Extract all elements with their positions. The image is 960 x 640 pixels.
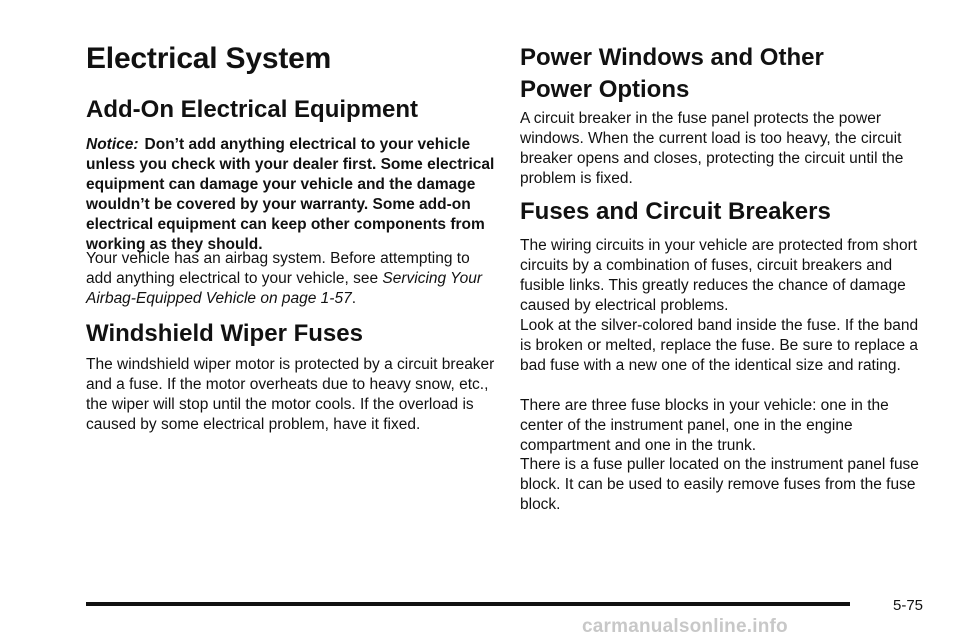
fuses-paragraph-2-block — [520, 316, 930, 376]
fuses-paragraph-4-block — [520, 455, 930, 515]
wiper-section — [86, 318, 496, 350]
fuses-paragraph-3-block — [520, 396, 930, 456]
windows-paragraph-block — [520, 109, 930, 189]
wiper-heading: Windshield Wiper Fuses — [86, 320, 363, 347]
notice-text: Don’t add anything electrical to your vehicle unless you check with your dealer first. Some electrical equipment can damage your vehicle and the damage wouldn’t be covered by your warranty. Some add-on electrical equipment can keep other components from working as they should. — [86, 136, 495, 253]
footer-rule — [86, 602, 850, 606]
page-number: 5-75 — [893, 597, 924, 614]
page-title: Electrical System — [86, 42, 332, 75]
airbag-paragraph — [86, 249, 496, 309]
windows-heading-line1: Power Windows and Other — [520, 44, 824, 71]
fuses-heading: Fuses and Circuit Breakers — [520, 198, 831, 225]
windows-heading-line2: Power Options — [520, 76, 690, 103]
airbag-text-end: . — [351, 290, 357, 307]
fuses-paragraph-1: The wiring circuits in your vehicle are protected from short circuits by a combination of fuses, circuit breakers and fusible links. This greatly reduces the chance of damage caused by electrical problems. — [520, 237, 918, 314]
windows-section — [520, 42, 930, 106]
addon-section — [86, 94, 496, 126]
notice-paragraph — [86, 135, 496, 255]
airbag-paragraph-block — [86, 249, 496, 309]
notice-label: Notice: — [86, 136, 139, 153]
fuses-paragraph-1-block — [520, 236, 930, 316]
addon-heading: Add-On Electrical Equipment — [86, 96, 419, 123]
airbag-text: Your vehicle has an airbag system. Before attempting to add anything electrical to your vehicle, see — [86, 250, 470, 287]
notice-block — [86, 135, 496, 255]
fuses-paragraph-2: Look at the silver-colored band inside the fuse. If the band is broken or melted, replace the fuse. Be sure to replace a bad fuse with a new one of the identical size and rating. — [520, 317, 919, 374]
wiper-paragraph-block — [86, 355, 496, 435]
wiper-paragraph: The windshield wiper motor is protected by a circuit breaker and a fuse. If the motor overheats due to heavy snow, etc., the wiper will stop until the motor cools. If the overload is caused by some electrical problem, have it fixed. — [86, 356, 495, 433]
fuses-section — [520, 196, 930, 228]
windows-paragraph: A circuit breaker in the fuse panel protects the power windows. When the current load is too heavy, the circuit breaker opens and closes, protecting the circuit until the problem is fixed. — [520, 110, 904, 187]
watermark: carmanualsonline.info — [582, 616, 788, 637]
fuses-paragraph-4: There is a fuse puller located on the instrument panel fuse block. It can be used to easily remove fuses from the fuse block. — [520, 456, 919, 513]
airbag-cross-reference-link[interactable]: Servicing Your Airbag-Equipped Vehicle on page 1-57 — [86, 270, 483, 307]
fuses-paragraph-3: There are three fuse blocks in your vehicle: one in the center of the instrument panel, one in the engine compartment and one in the trunk. — [520, 397, 889, 454]
